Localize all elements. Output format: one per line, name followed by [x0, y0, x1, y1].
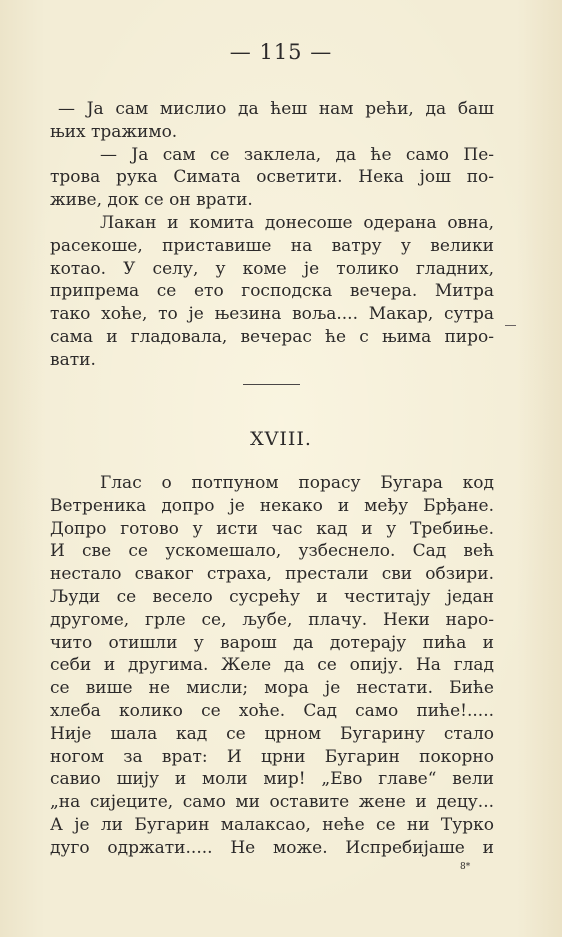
- text-line: хлеба колико се хоће. Сад само пиће!.....: [50, 700, 494, 721]
- signature-mark: 8*: [460, 862, 471, 872]
- text-section-two: [50, 472, 494, 860]
- text-line: расекоше, приставише на ватру у велики: [50, 235, 494, 256]
- text-line: — Ја сам се заклела, да ће само Пе-: [100, 144, 494, 165]
- text-line: „на сијеците, само ми оставите жене и децу...: [50, 792, 494, 813]
- text-line: се више не мисли; мора је нестати. Биће: [50, 678, 494, 699]
- section-divider: [243, 384, 300, 385]
- text-line: чито отишли у варош да дотерају пића и: [50, 632, 494, 653]
- text-line: нестало сваког страха, престали сви обзири.: [50, 564, 494, 585]
- text-line: И све се ускомешало, узбеснело. Сад већ: [50, 541, 494, 562]
- text-line: другоме, грле се, љубе, плачу. Неки наро-: [50, 609, 494, 630]
- text-section-one: [50, 98, 494, 372]
- text-line: ногом за врат: И црни Бугарин покорно: [50, 746, 494, 767]
- text-line: Није шала кад се црном Бугарину стало: [50, 723, 494, 744]
- text-line: савио шију и моли мир! „Ево главе“ вели: [50, 769, 494, 790]
- text-line: А је ли Бугарин малаксао, неће се ни Турко: [50, 814, 494, 835]
- text-line: Лакан и комита донесоше одерана овна,: [100, 212, 494, 233]
- text-line: котао. У селу, у коме је толико гладних,: [50, 258, 494, 279]
- text-line: Ветреника допро је некако и међу Брђане.: [50, 495, 494, 516]
- text-line: Људи се весело сусрећу и честитају један: [50, 586, 494, 607]
- text-line: њих тражимо.: [50, 121, 178, 142]
- text-line: живе, док се он врати.: [50, 190, 253, 211]
- margin-mark: [505, 325, 516, 326]
- text-line: Допро готово у исти час кад и у Требиње.: [50, 518, 494, 539]
- text-line: Глас о потпуном порасу Бугара код: [100, 473, 494, 493]
- text-line: — Ја сам мислио да ћеш нам рећи, да баш: [58, 99, 494, 119]
- text-line: вати.: [50, 349, 96, 370]
- text-line: припрема се ето господска вечера. Митра: [50, 281, 494, 302]
- text-line: сама и гладовала, вечерас ће с њима пиро-: [50, 326, 494, 347]
- text-line: дуго одржати..... Не може. Испребијаше и: [50, 837, 494, 858]
- text-line: себи и другима. Желе да се опију. На глад: [50, 655, 494, 676]
- text-line: трова рука Симата осветити. Нека још по-: [50, 167, 494, 188]
- page-number: — 115 —: [229, 40, 333, 64]
- chapter-heading: XVIII.: [250, 428, 312, 450]
- text-line: тако хоће, то је њезина воља.... Макар, сутра: [50, 304, 494, 325]
